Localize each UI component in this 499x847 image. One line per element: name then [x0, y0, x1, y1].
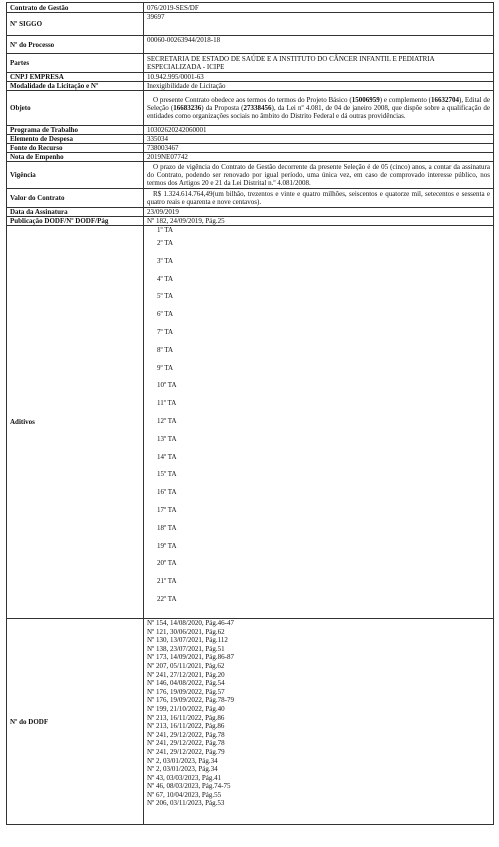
aditivo-item: 14º TA [157, 452, 177, 461]
objeto-ref-proposta: 27338456 [243, 104, 272, 112]
dodf-item: Nº 241, 29/12/2022, Pág.78 [147, 730, 225, 739]
aditivo-item: 7º TA [157, 327, 174, 336]
row-modalidade [7, 82, 494, 91]
dodf-item: Nº 2, 03/01/2023, Pág.34 [147, 756, 218, 765]
dodf-item: Nº 67, 10/04/2023, Pág.55 [147, 790, 222, 799]
aditivo-item: 8º TA [157, 345, 174, 354]
dodf-item: Nº 121, 30/06/2021, Pág.62 [147, 627, 225, 636]
value-cnpj: 10.942.995/0001-63 [144, 73, 494, 82]
label-objeto: Objeto [7, 91, 144, 126]
dodf-item: Nº 241, 27/12/2021, Pág.20 [147, 670, 225, 679]
value-vigencia: O prazo de vigência do Contrato de Gestão decorrente da presente Seleção é de 05 (cinco) anos, a contar da assinatura do Contrato, podendo ser renovado por igual período, uma única vez, em caso de comprovado interesse público, nos termos dos Artigos 20 e 21 da Lei Distrital n.º 4.081/2008. [144, 162, 494, 189]
row-contrato [7, 3, 494, 13]
dodf-item: Nº 154, 14/08/2020, Pág.46-47 [147, 619, 234, 627]
label-partes: Partes [7, 54, 144, 73]
aditivo-item: 10º TA [157, 381, 177, 390]
label-cnpj: CNPJ EMPRESA [7, 73, 144, 82]
dodf-item: Nº 176, 19/09/2022, Pág.78-79 [147, 696, 234, 705]
objeto-ref-edital: 16683236 [173, 104, 202, 112]
dodf-item: Nº 213, 16/11/2022, Pág.86 [147, 722, 225, 731]
value-empenho: 2019NE07742 [144, 153, 494, 162]
label-vigencia: Vigência [7, 162, 144, 189]
objeto-text-5: ), da Lei nº 4.081, de 04 de janeiro 2008, que dispõe sobre a qualificação de entidades como organizações sociais no âmbito do Distrito Federal e dá outras providências. [147, 104, 490, 120]
row-cnpj [7, 73, 494, 82]
value-aditivos [144, 226, 494, 619]
label-modalidade: Modalidade da Licitação e Nº [7, 82, 144, 91]
row-programa [7, 126, 494, 135]
dodf-item: Nº 138, 23/07/2021, Pág.51 [147, 644, 225, 653]
row-empenho [7, 153, 494, 162]
dodf-item: Nº 241, 29/12/2022, Pág.79 [147, 747, 225, 756]
value-valor: R$ 1.324.614.764,49(um bilhão, trezentos e vinte e quatro milhões, seiscentos e quatorze mil, setecentos e sessenta e quatro reais e quarenta e nove centavos). [144, 189, 494, 208]
dodf-list [147, 619, 490, 808]
value-siggo: 39697 [144, 13, 494, 36]
aditivo-item: 19º TA [157, 541, 177, 550]
row-aditivos [7, 226, 494, 619]
row-processo [7, 36, 494, 54]
dodf-item: Nº 241, 29/12/2022, Pág.78 [147, 739, 225, 748]
row-elemento [7, 135, 494, 144]
value-programa: 10302620242060001 [144, 126, 494, 135]
contract-document [6, 2, 494, 825]
aditivo-item: 15º TA [157, 470, 177, 479]
objeto-text-3: ), Edital de Seleção ( [147, 96, 491, 112]
label-aditivos: Aditivos [7, 226, 144, 619]
aditivo-item: 13º TA [157, 434, 177, 443]
objeto-text-4: ) da Proposta ( [201, 104, 244, 112]
row-dodf [7, 619, 494, 825]
dodf-item: Nº 130, 13/07/2021, Pág.112 [147, 636, 228, 645]
aditivos-list [147, 226, 490, 613]
label-siggo: Nº SIGGO [7, 13, 144, 36]
contract-table [6, 2, 494, 825]
value-objeto [144, 91, 494, 126]
aditivo-item: 21º TA [157, 577, 177, 586]
dodf-item: Nº 46, 08/03/2023, Pág.74-75 [147, 782, 231, 791]
label-empenho: Nota de Empenho [7, 153, 144, 162]
dodf-item: Nº 206, 03/11/2023, Pág.53 [147, 799, 225, 808]
label-assinatura: Data da Assinatura [7, 208, 144, 217]
aditivo-item: 2º TA [157, 239, 174, 247]
aditivo-item: 20º TA [157, 559, 177, 568]
aditivo-item: 3º TA [157, 256, 174, 265]
row-publicacao [7, 217, 494, 226]
label-valor: Valor do Contrato [7, 189, 144, 208]
aditivo-item: 1º TA [157, 226, 174, 234]
aditivo-item: 16º TA [157, 488, 177, 497]
value-processo: 00060-00263944/2018-18 [144, 36, 494, 54]
dodf-item: Nº 173, 14/09/2021, Pág.86-87 [147, 653, 234, 662]
objeto-text-2: ) e complemento ( [379, 96, 431, 104]
value-assinatura: 23/09/2019 [144, 208, 494, 217]
dodf-item: Nº 199, 21/10/2022, Pág.40 [147, 704, 225, 713]
aditivo-item: 12º TA [157, 416, 177, 425]
row-fonte [7, 144, 494, 153]
row-objeto [7, 91, 494, 126]
objeto-ref-projeto: 15006959 [351, 96, 380, 104]
value-publicacao: Nº 182, 24/09/2019, Pág.25 [144, 217, 494, 226]
value-elemento: 335034 [144, 135, 494, 144]
label-publicacao: Publicação DODF/Nº DODF/Pág [7, 217, 144, 226]
value-dodf [144, 619, 494, 825]
aditivo-item: 17º TA [157, 505, 177, 514]
objeto-text-1: O presente Contrato obedece aos termos do termos do Projeto Básico ( [153, 96, 352, 104]
dodf-item: Nº 207, 05/11/2021, Pág.62 [147, 661, 225, 670]
aditivo-item: 9º TA [157, 363, 174, 372]
label-processo: Nº do Processo [7, 36, 144, 54]
dodf-item: Nº 43, 03/03/2023, Pág.41 [147, 773, 222, 782]
row-partes [7, 54, 494, 73]
aditivo-item: 18º TA [157, 523, 177, 532]
aditivo-item: 22º TA [157, 594, 177, 603]
value-partes: SECRETARIA DE ESTADO DE SAÚDE E A INSTITUTO DO CÂNCER INFANTIL E PEDIATRIA ESPECIALIZADA - ICIPE [144, 54, 494, 73]
row-vigencia [7, 162, 494, 189]
label-programa: Programa de Trabalho [7, 126, 144, 135]
aditivo-item: 11º TA [157, 399, 177, 408]
aditivo-item: 6º TA [157, 310, 174, 319]
dodf-item: Nº 2, 03/01/2023, Pág.34 [147, 765, 218, 774]
value-modalidade: Inexigibilidade de Licitação [144, 82, 494, 91]
row-siggo [7, 13, 494, 36]
dodf-item: Nº 176, 19/09/2022, Pág.57 [147, 687, 225, 696]
aditivo-item: 5º TA [157, 292, 174, 301]
value-fonte: 738003467 [144, 144, 494, 153]
dodf-item: Nº 146, 04/08/2022, Pág.54 [147, 679, 225, 688]
aditivo-item: 4º TA [157, 274, 174, 283]
row-assinatura [7, 208, 494, 217]
dodf-item: Nº 213, 16/11/2022, Pág.86 [147, 713, 225, 722]
label-contrato: Contrato de Gestão [7, 3, 144, 13]
label-dodf: Nº do DODF [7, 619, 144, 825]
label-elemento: Elemento de Despesa [7, 135, 144, 144]
label-fonte: Fonte do Recurso [7, 144, 144, 153]
value-contrato: 076/2019-SES/DF [144, 3, 494, 13]
objeto-ref-complemento: 16632704 [431, 96, 459, 104]
row-valor [7, 189, 494, 208]
